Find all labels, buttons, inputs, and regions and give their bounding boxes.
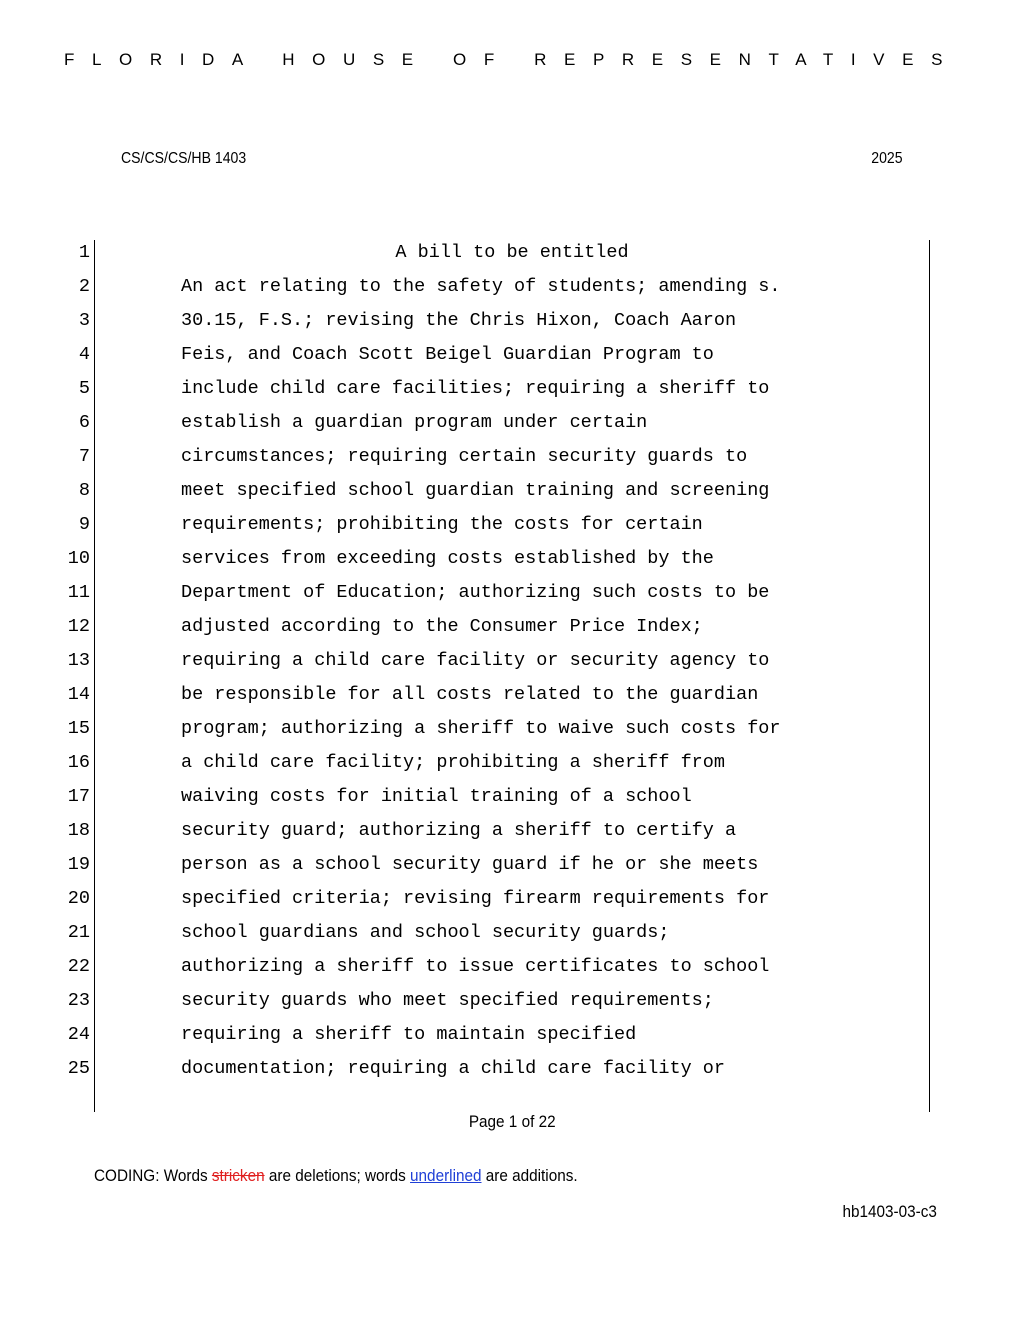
bill-line: [0, 984, 1024, 1018]
coding-prefix: CODING: Words: [94, 1166, 212, 1185]
line-number: 15: [67, 718, 90, 739]
line-number: 11: [67, 582, 90, 603]
bill-line: [0, 236, 1024, 270]
document-code: hb1403-03-c3: [842, 1202, 937, 1221]
line-number: 12: [67, 616, 90, 637]
line-text: security guards who meet specified requirements;: [181, 990, 714, 1011]
line-number: 21: [67, 922, 90, 943]
bill-line: [0, 508, 1024, 542]
coding-middle: are deletions; words: [264, 1166, 411, 1185]
bill-line: [0, 338, 1024, 372]
line-text: adjusted according to the Consumer Price Index;: [181, 616, 703, 637]
line-text: requiring a child care facility or security agency to: [181, 650, 770, 671]
bill-line: [0, 950, 1024, 984]
line-text: Feis, and Coach Scott Beigel Guardian Program to: [181, 344, 714, 365]
bill-line: [0, 576, 1024, 610]
coding-suffix: are additions.: [481, 1166, 578, 1185]
coding-underlined-word: underlined: [410, 1166, 482, 1185]
line-number: 10: [67, 548, 90, 569]
bill-year: 2025: [871, 150, 903, 167]
bill-text-lines: [0, 236, 1024, 1086]
line-text: waiving costs for initial training of a school: [181, 786, 692, 807]
line-text: meet specified school guardian training and screening: [181, 480, 770, 501]
line-text: security guard; authorizing a sheriff to certify a: [181, 820, 737, 841]
line-number: 8: [78, 480, 90, 501]
page-number: [0, 1112, 1024, 1132]
chamber-title: FLORIDA HOUSE OF REPRESENTATIVES: [63, 50, 961, 69]
line-number: 2: [78, 276, 90, 297]
bill-line: [0, 304, 1024, 338]
line-number: 9: [78, 514, 90, 535]
line-number: 14: [67, 684, 90, 705]
bill-line: [0, 1052, 1024, 1086]
line-text: establish a guardian program under certain: [181, 412, 648, 433]
bill-line: [0, 848, 1024, 882]
line-text: requirements; prohibiting the costs for certain: [181, 514, 703, 535]
line-number: 1: [78, 242, 90, 263]
line-number: 5: [78, 378, 90, 399]
line-text: person as a school security guard if he or she meets: [181, 854, 759, 875]
line-text: A bill to be entitled: [395, 242, 629, 263]
line-text: school guardians and school security guards;: [181, 922, 670, 943]
line-text: circumstances; requiring certain security guards to: [181, 446, 748, 467]
line-text: requiring a sheriff to maintain specified: [181, 1024, 637, 1045]
line-number: 24: [67, 1024, 90, 1045]
line-text: authorizing a sheriff to issue certificates to school: [181, 956, 770, 977]
bill-line: [0, 712, 1024, 746]
line-text: Department of Education; authorizing such costs to be: [181, 582, 770, 603]
line-text: be responsible for all costs related to the guardian: [181, 684, 759, 705]
bill-line: [0, 372, 1024, 406]
bill-line: [0, 406, 1024, 440]
line-text: 30.15, F.S.; revising the Chris Hixon, Coach Aaron: [181, 310, 737, 331]
line-number: 3: [78, 310, 90, 331]
line-number: 17: [67, 786, 90, 807]
line-number: 22: [67, 956, 90, 977]
bill-line: [0, 474, 1024, 508]
bill-line: [0, 270, 1024, 304]
bill-line: [0, 678, 1024, 712]
coding-legend: [94, 1166, 578, 1186]
bill-line: [0, 440, 1024, 474]
line-number: 23: [67, 990, 90, 1011]
coding-stricken-word: stricken: [211, 1166, 265, 1185]
line-text: a child care facility; prohibiting a sheriff from: [181, 752, 725, 773]
line-text: documentation; requiring a child care facility or: [181, 1058, 725, 1079]
bill-line: [0, 1018, 1024, 1052]
bill-line: [0, 610, 1024, 644]
line-number: 13: [67, 650, 90, 671]
line-number: 18: [67, 820, 90, 841]
line-text: specified criteria; revising firearm requirements for: [181, 888, 770, 909]
page-number-text: Page 1 of 22: [468, 1112, 556, 1131]
bill-number: CS/CS/CS/HB 1403: [121, 150, 247, 167]
bill-line: [0, 780, 1024, 814]
line-text: include child care facilities; requiring a sheriff to: [181, 378, 770, 399]
bill-line: [0, 916, 1024, 950]
line-number: 7: [78, 446, 90, 467]
line-number: 19: [67, 854, 90, 875]
line-number: 6: [78, 412, 90, 433]
line-number: 16: [67, 752, 90, 773]
line-number: 25: [67, 1058, 90, 1079]
bill-line: [0, 746, 1024, 780]
bill-line: [0, 882, 1024, 916]
bill-line: [0, 542, 1024, 576]
line-text: program; authorizing a sheriff to waive such costs for: [181, 718, 781, 739]
line-text: services from exceeding costs established by the: [181, 548, 714, 569]
line-number: 20: [67, 888, 90, 909]
line-text: An act relating to the safety of students; amending s.: [181, 276, 781, 297]
line-number: 4: [78, 344, 90, 365]
bill-line: [0, 814, 1024, 848]
bill-line: [0, 644, 1024, 678]
